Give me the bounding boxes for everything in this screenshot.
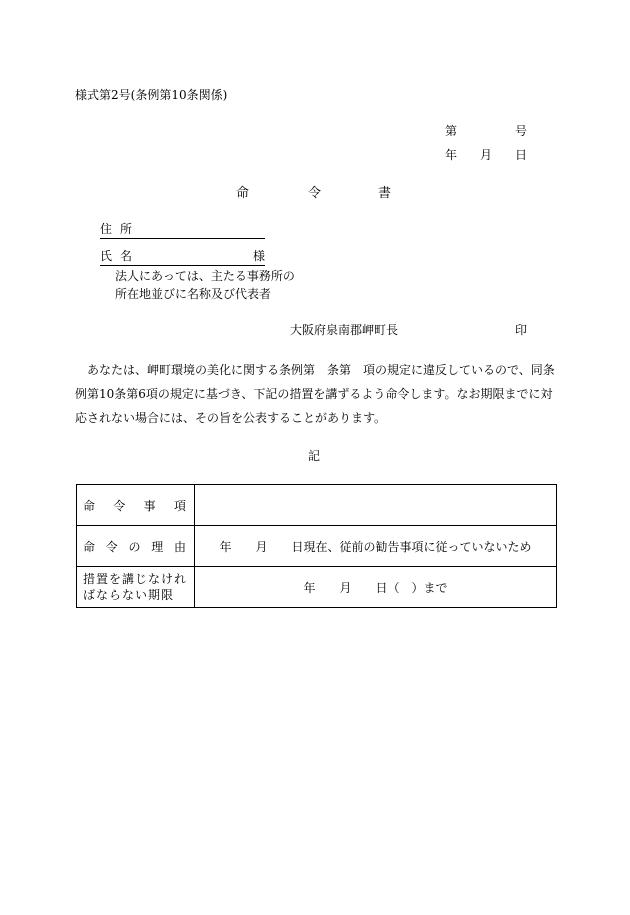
corporation-note-line-2: 所在地並びに名称及び代表者 xyxy=(115,287,272,301)
date-year: 年 xyxy=(445,148,458,162)
title-char-3: 書 xyxy=(378,186,392,201)
honorific: 様 xyxy=(252,249,265,263)
body-paragraph: あなたは、岬町環境の美化に関する条例第 条第 項の規定に違反しているので、同条例第10条第6項の規定に基づき、下記の措置を講ずるよう命令します。なお期限までに対応されない場合には、その旨を公表することがあります。 xyxy=(75,363,555,425)
form-number: 様式第2号(条例第10条関係) xyxy=(75,88,228,102)
order-item-label: 命 令 事 項 xyxy=(77,485,195,526)
doc-number-prefix: 第 xyxy=(445,124,458,138)
note-mark: 記 xyxy=(308,449,321,463)
order-reason-label: 命 令 の 理 由 xyxy=(77,526,195,567)
address-field xyxy=(100,220,265,239)
deadline-label: 措置を講じなけれ ばならない期限 xyxy=(77,567,195,608)
issuer-name: 大阪府泉南郡岬町長 xyxy=(290,323,399,337)
order-table xyxy=(76,484,557,608)
table-row xyxy=(77,526,557,567)
title-char-2: 令 xyxy=(308,186,322,201)
corporation-note xyxy=(115,267,295,303)
title-char-1: 命 xyxy=(236,186,250,201)
address-label: 住所 xyxy=(100,222,141,236)
name-field xyxy=(100,247,265,266)
name-label: 氏名 xyxy=(100,249,141,263)
date-day: 日 xyxy=(515,148,528,162)
seal-mark: 印 xyxy=(515,323,528,337)
document-title xyxy=(0,182,630,200)
table-row xyxy=(77,485,557,526)
doc-number-suffix: 号 xyxy=(515,124,528,138)
table-row xyxy=(77,567,557,608)
deadline-value: 年 月 日（ ）まで xyxy=(195,567,557,608)
recipient-block xyxy=(100,220,265,274)
order-reason-value: 年 月 日現在、従前の勧告事項に従っていないため xyxy=(195,526,557,567)
order-item-value xyxy=(195,485,557,526)
date-month: 月 xyxy=(480,148,493,162)
corporation-note-line-1: 法人にあっては、主たる事務所の xyxy=(115,269,295,283)
